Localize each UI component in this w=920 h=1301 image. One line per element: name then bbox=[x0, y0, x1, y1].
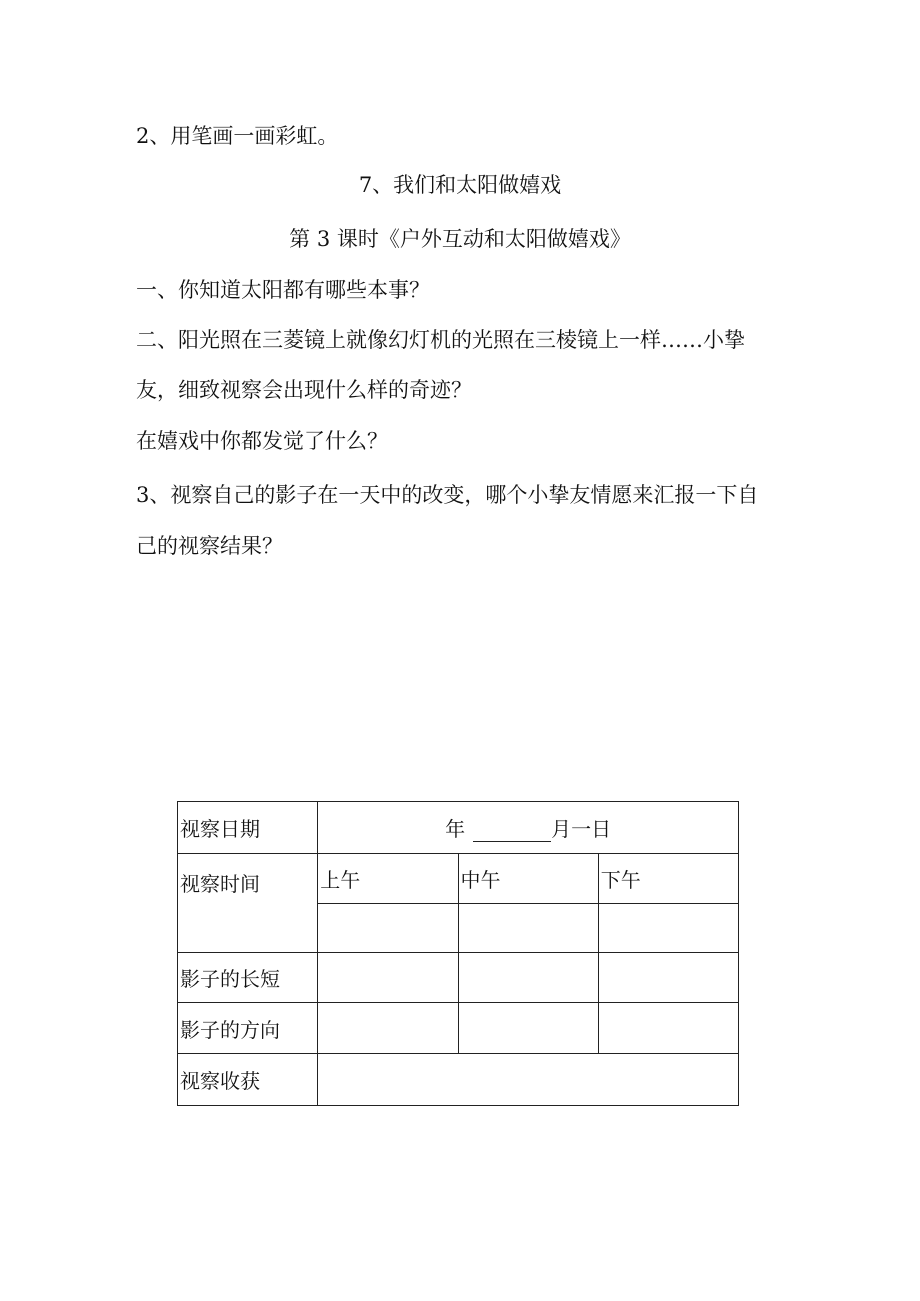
lesson-title: 7、我们和太阳做嬉戏 bbox=[358, 173, 562, 197]
direction-label: 影子的方向 bbox=[178, 1003, 318, 1054]
item-2-text: 2、用笔画一画彩虹。 bbox=[136, 124, 339, 148]
date-value-cell bbox=[318, 802, 739, 854]
month-blank-line bbox=[473, 819, 551, 842]
length-label: 影子的长短 bbox=[178, 953, 318, 1003]
blank-cell bbox=[318, 953, 458, 1003]
blank-cell bbox=[458, 1003, 598, 1054]
date-month-day: 月一日 bbox=[551, 817, 612, 841]
blank-cell bbox=[598, 953, 738, 1003]
date-row bbox=[178, 802, 739, 854]
date-label: 视察日期 bbox=[178, 802, 318, 854]
question-3-line-1: 3、视察自己的影子在一天中的改变，哪个小挚友情愿来汇报一下自 bbox=[136, 483, 759, 507]
harvest-label: 视察收获 bbox=[178, 1054, 318, 1106]
direction-row bbox=[178, 1003, 739, 1054]
length-row bbox=[178, 953, 739, 1003]
date-year: 年 bbox=[445, 817, 466, 841]
blank-cell bbox=[458, 904, 598, 953]
harvest-row bbox=[178, 1054, 739, 1106]
time-noon: 中午 bbox=[458, 854, 598, 904]
lesson-subtitle: 第 3 课时《户外互动和太阳做嬉戏》 bbox=[289, 227, 631, 251]
question-1: 一、你知道太阳都有哪些本事？ bbox=[136, 278, 430, 302]
question-2-line-2: 友，细致视察会出现什么样的奇迹？ bbox=[136, 378, 472, 402]
question-2-line-1: 二、阳光照在三菱镜上就像幻灯机的光照在三棱镜上一样……小挚 bbox=[136, 328, 745, 352]
blank-cell bbox=[598, 904, 738, 953]
question-2-line-3: 在嬉戏中你都发觉了什么？ bbox=[136, 429, 388, 453]
harvest-blank-cell bbox=[318, 1054, 739, 1106]
time-row bbox=[178, 854, 739, 904]
time-morning: 上午 bbox=[318, 854, 458, 904]
observation-table bbox=[177, 801, 739, 1106]
blank-cell bbox=[458, 953, 598, 1003]
blank-cell bbox=[318, 1003, 458, 1054]
blank-cell bbox=[318, 904, 458, 953]
time-label: 视察时间 bbox=[178, 854, 318, 953]
time-afternoon: 下午 bbox=[598, 854, 738, 904]
blank-cell bbox=[598, 1003, 738, 1054]
question-3-line-2: 己的视察结果？ bbox=[136, 534, 283, 558]
